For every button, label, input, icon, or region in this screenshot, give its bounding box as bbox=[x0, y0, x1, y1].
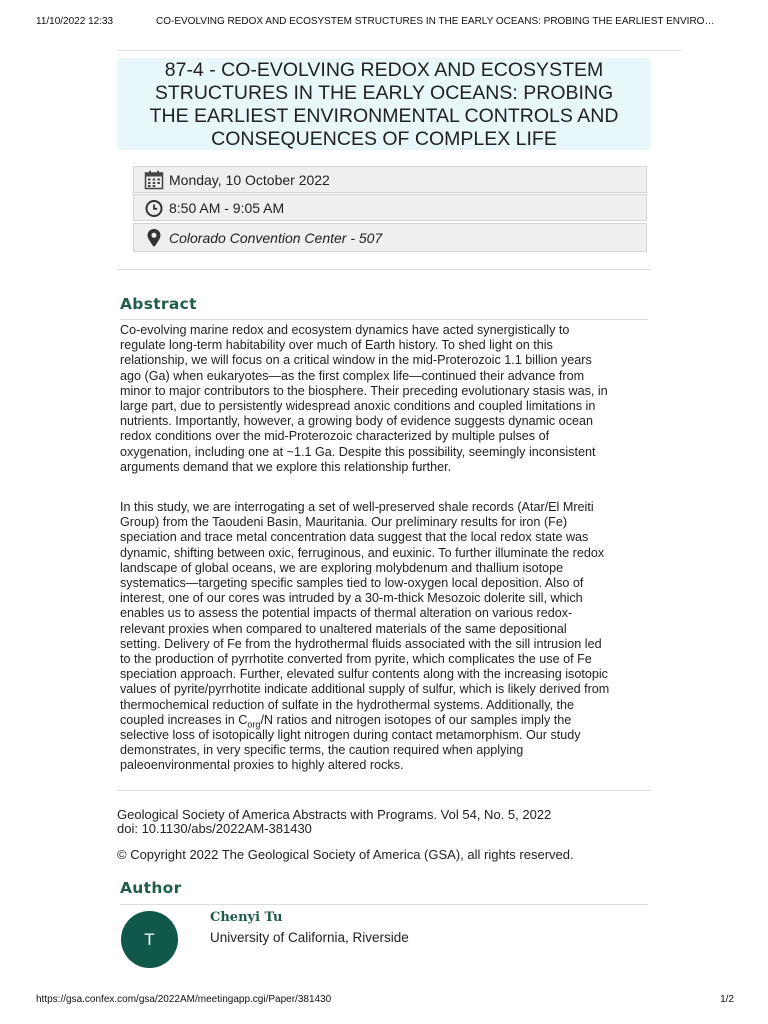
print-datetime: 11/10/2022 12:33 bbox=[36, 16, 114, 27]
session-time: 8:50 AM - 9:05 AM bbox=[169, 199, 285, 216]
abstract-paragraph-1 bbox=[120, 323, 650, 475]
author-divider bbox=[120, 904, 648, 905]
session-location-row bbox=[133, 223, 647, 252]
corg-subscript: org bbox=[247, 719, 261, 730]
text-line: large part, due to persistently widespread anoxic conditions and coupled limitations in bbox=[120, 399, 596, 414]
page-number: 1/2 bbox=[720, 994, 734, 1005]
text-line: thermochemical reduction of sulfate in the hydrothermal systems. Additionally, the bbox=[120, 697, 575, 712]
session-date-row bbox=[133, 166, 647, 193]
divider bbox=[117, 790, 651, 791]
text-line: paleoenvironmental proxies to highly altered rocks. bbox=[120, 758, 404, 773]
map-pin-icon bbox=[142, 227, 166, 249]
text-line: setting. Delivery of Fe from the hydrothermal fluids associated with the sill intrusion led bbox=[120, 636, 602, 651]
top-divider bbox=[117, 50, 682, 51]
divider bbox=[117, 269, 651, 270]
text-line: speciation and trace metal concentration data suggest that the local redox state was bbox=[120, 530, 589, 545]
text-line: relationship, we will focus on a critical window in the mid-Proterozoic 1.1 billion years bbox=[120, 353, 592, 368]
text-line: enables us to assess the potential impacts of thermal alteration on various redox- bbox=[120, 606, 573, 621]
text-line: ago (Ga) when eukaryotes—as the first complex life—continued their advance from bbox=[120, 368, 585, 383]
author-heading: Author bbox=[120, 879, 182, 897]
print-url: https://gsa.confex.com/gsa/2022AM/meetingapp.cgi/Paper/381430 bbox=[36, 994, 332, 1005]
text-line bbox=[120, 713, 650, 728]
session-location: Colorado Convention Center - 507 bbox=[169, 229, 383, 246]
text-line: Co-evolving marine redox and ecosystem dynamics have acted synergistically to bbox=[120, 323, 570, 337]
session-title bbox=[117, 58, 651, 150]
title-line: STRUCTURES IN THE EARLY OCEANS: PROBING bbox=[154, 82, 614, 104]
text-line: interest, one of our cores was intruded by a 30-m-thick Mesozoic dolerite sill, which bbox=[120, 591, 583, 606]
text-line: minor to major contributors to the biosphere. Their preceding evolutionary stasis was, in bbox=[120, 383, 608, 398]
text-line: speciation approach. Further, elevated sulfur contents along with the increasing isotopic bbox=[120, 667, 608, 682]
session-time-row bbox=[133, 194, 647, 221]
text-line: values of pyrite/pyrrhotite indicate additional supply of sulfur, which is likely derived from bbox=[120, 682, 610, 697]
citation-journal: Geological Society of America Abstracts with Programs. Vol 54, No. 5, 2022 bbox=[117, 807, 552, 822]
text-line: Group) from the Taoudeni Basin, Mauritania. Our preliminary results for iron (Fe) bbox=[120, 515, 568, 530]
text-line: redox conditions over the mid-Proterozoic characterized by multiple pulses of bbox=[120, 429, 550, 444]
author-affiliation: University of California, Riverside bbox=[210, 930, 409, 945]
text-line: regulate long-term habitability over much of Earth history. To shed light on this bbox=[120, 338, 553, 353]
avatar: T bbox=[121, 911, 178, 968]
corg-after: /N ratios and nitrogen isotopes of our samples imply the bbox=[260, 712, 572, 727]
clock-icon bbox=[142, 197, 166, 219]
text-line: nutrients. Importantly, however, a growing body of evidence suggests dynamic ocean bbox=[120, 414, 593, 429]
corg-before: coupled increases in C bbox=[120, 712, 248, 727]
text-line: demonstrates, in very specific terms, the caution required when applying bbox=[120, 743, 524, 758]
text-line: dynamic, shifting between oxic, ferruginous, and euxinic. To further illuminate the redox bbox=[120, 545, 605, 560]
abstract-paragraph-2 bbox=[120, 500, 650, 774]
text-line: arguments demand that we explore this relationship further. bbox=[120, 459, 452, 474]
abstract-heading: Abstract bbox=[120, 295, 197, 313]
author-name-link[interactable]: Chenyi Tu bbox=[210, 910, 283, 925]
text-line: oxygenation, including one at ~1.1 Ga. Despite this possibility, seemingly inconsistent bbox=[120, 444, 596, 459]
title-line: THE EARLIEST ENVIRONMENTAL CONTROLS AND bbox=[149, 105, 619, 127]
calendar-icon bbox=[142, 169, 166, 191]
text-line: selective loss of isotopically light nitrogen during contact metamorphism. Our study bbox=[120, 728, 581, 743]
session-date: Monday, 10 October 2022 bbox=[169, 171, 330, 188]
text-line: to the production of pyrrhotite converted from pyrite, which complicates the use of Fe bbox=[120, 652, 592, 667]
copyright: © Copyright 2022 The Geological Society of America (GSA), all rights reserved. bbox=[117, 847, 574, 862]
abstract-divider bbox=[120, 319, 648, 320]
text-line: In this study, we are interrogating a set of well-preserved shale records (Atar/El Mreiti bbox=[120, 500, 594, 514]
print-doc-title: CO-EVOLVING REDOX AND ECOSYSTEM STRUCTURES IN THE EARLY OCEANS: PROBING THE EARLIEST ENVIRO… bbox=[156, 16, 715, 27]
citation bbox=[117, 808, 551, 836]
text-line: relevant proxies when compared to unaltered materials of the same depositional bbox=[120, 621, 567, 636]
text-line: systematics—targeting specific samples tied to low-oxygen local deposition. Also of bbox=[120, 576, 584, 591]
title-line: CONSEQUENCES OF COMPLEX LIFE bbox=[211, 128, 557, 150]
title-line: 87-4 - CO-EVOLVING REDOX AND ECOSYSTEM bbox=[164, 59, 604, 81]
text-line: landscape of global oceans, we are exploring molybdenum and thallium isotope bbox=[120, 560, 564, 575]
citation-doi: doi: 10.1130/abs/2022AM-381430 bbox=[117, 821, 312, 836]
